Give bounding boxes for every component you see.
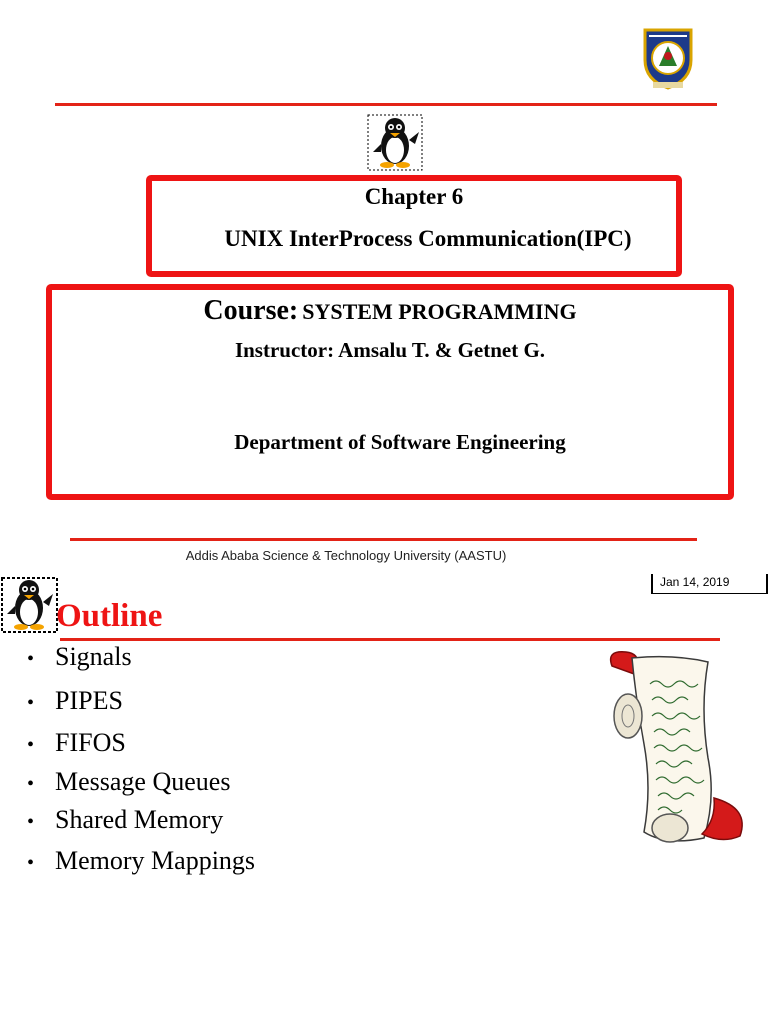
list-item: • PIPES — [27, 686, 123, 715]
chapter-title: UNIX InterProcess Communication(IPC) — [224, 226, 632, 251]
date-stamp: Jan 14, 2019 — [651, 574, 768, 594]
list-item: • Shared Memory — [27, 805, 224, 834]
list-item: • Message Queues — [27, 767, 231, 796]
paper-scroll-icon — [604, 648, 750, 850]
university-crest-icon — [641, 26, 695, 92]
department-line: Department of Software Engineering — [234, 430, 566, 454]
outline-heading: Outline — [56, 598, 163, 634]
outline-list — [27, 0, 587, 1024]
course-label: Course: — [203, 295, 299, 326]
chapter-number: Chapter 6 — [364, 184, 464, 209]
instructor-line: Instructor: Amsalu T. & Getnet G. — [234, 338, 546, 362]
course-value: SYSTEM PROGRAMMING — [302, 299, 577, 324]
list-item: • Signals — [27, 642, 132, 671]
list-item: • FIFOS — [27, 728, 126, 757]
list-item: • Memory Mappings — [27, 846, 256, 875]
university-footer: Addis Ababa Science & Technology University (AASTU) — [185, 548, 507, 563]
